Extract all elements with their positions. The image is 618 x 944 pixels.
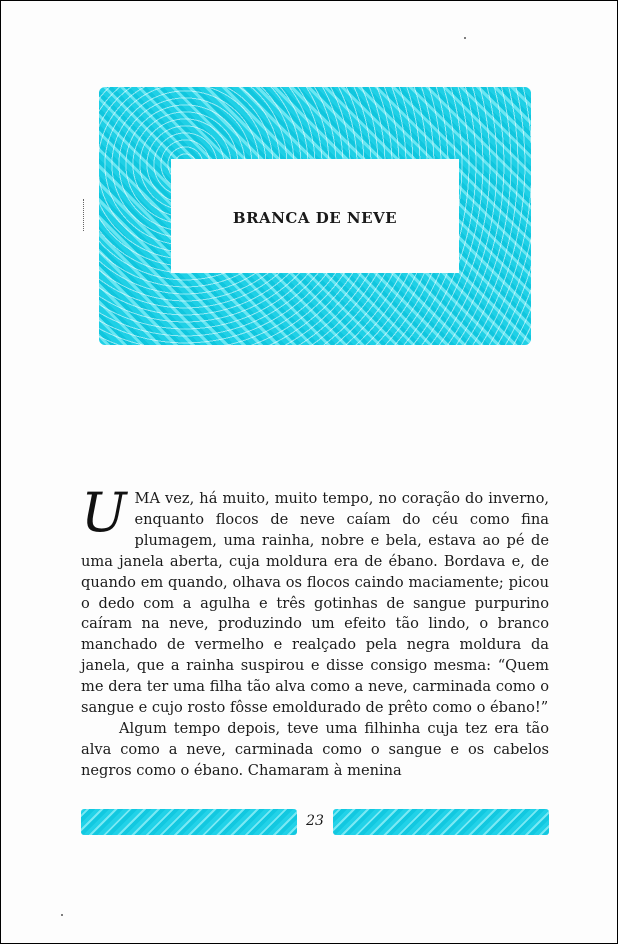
page-number: 23 xyxy=(306,813,324,829)
margin-mark xyxy=(83,199,85,231)
paragraph-1 xyxy=(81,481,549,719)
speck xyxy=(61,914,63,916)
speck xyxy=(464,37,466,39)
page-title: BRANCA DE NEVE xyxy=(232,209,398,227)
footer-ornament-right xyxy=(333,809,549,835)
footer-ornament-left xyxy=(81,809,297,835)
paragraph-1-text: MA vez, há muito, muito tempo, no coração do inverno, enquanto flocos de neve caíam do céu como fina plumagem, uma rainha, nobre e bela, estava ao pé de uma janela aberta, cuja moldura era de ébano. Bordava e, de quando em quando, olhava os flocos caindo maciamente; picou o dedo com a agulha e três gotinhas de sangue purpurino caíram na neve, produzindo um efeito tão lindo, o branco manchado de vermelho e realçado pela negra moldura da janela, que a rainha suspirou e disse consigo mesma: “Quem me dera ter uma filha tão alva como a neve, carminada como o sangue e cujo rosto fôsse emoldurado de prêto como o ébano!” xyxy=(81,490,549,717)
paragraph-2: Algum tempo depois, teve uma filhinha cuja tez era tão alva como a neve, carminada como o sangue e os cabelos negros como o ébano. Chamaram à menina xyxy=(81,719,549,779)
body-text xyxy=(81,481,549,782)
drop-cap: U xyxy=(81,481,127,544)
page-footer xyxy=(81,807,549,837)
